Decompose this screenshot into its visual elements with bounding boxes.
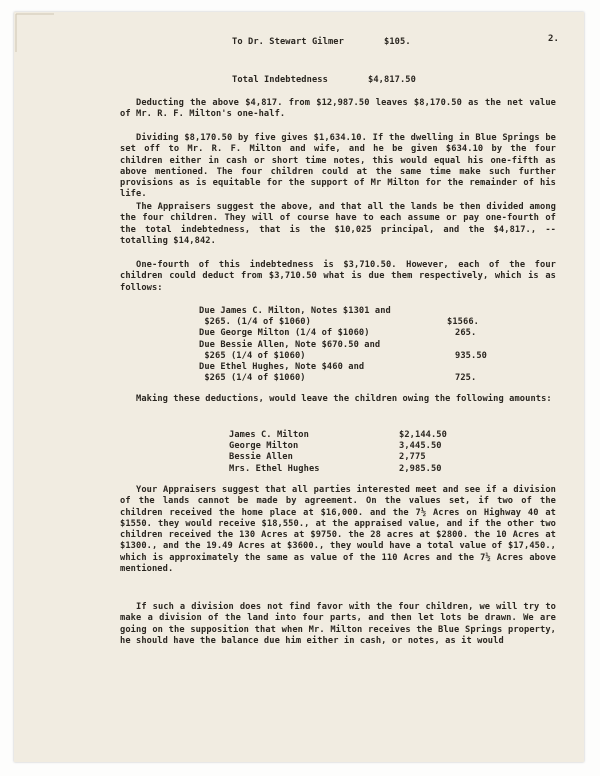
dues-line: Due George Milton (1/4 of $1060) [199,328,370,339]
dues-line: $265 (1/4 of $1060) [199,350,306,361]
paragraph-1: Deducting the above $4,817. from $12,987.50 leaves $8,170.50 as the net value of Mr. R. F. Milton's one-half. [120,98,556,120]
dues-line: $265 (1/4 of $1060) [199,373,306,384]
dues-line: Due James C. Milton, Notes $1301 and [199,306,391,316]
dues-line: $265. (1/4 of $1060) [199,317,311,328]
paragraph-3: The Appraisers suggest the above, and that all the lands be then divided among the four children. They will of course have to each assume or pay one-fourth of the total indebtedness, that is the $10,025 principal, and the $4,817., -- totalling $14,842. [120,202,556,246]
to-line-amount: $105. [384,37,411,47]
owing-row [229,441,529,452]
dues-row [199,328,499,339]
page-number: 2. [548,34,560,44]
owing-name: George Milton [229,441,299,452]
document-page [14,12,584,762]
dues-line: Due Bessie Allen, Note $670.50 and [199,339,381,350]
owing-row [229,452,529,463]
dues-amount: 265. [455,328,477,339]
paragraph-7: If such a division does not find favor with the four children, we will try to make a division of the land into four parts, and then let lots be drawn. We are going on the supposition that when Mr. Milton receives the Blue Springs property, he should have the balance due him either in cash, or notes, as it would [120,602,556,646]
paragraph-2: Dividing $8,170.50 by five gives $1,634.10. If the dwelling in Blue Springs be set off to Mr. R. F. Milton and wife, and he be given $634.10 by the four children either in cash or short time notes, this would equal his one-fifth as above mentioned. The four children could at the same time make such further provisions as is equitable for the support of Mr Milton for the remainder of his life. [120,133,556,200]
dues-row [199,340,499,351]
owing-amount: 3,445.50 [399,441,442,452]
dues-amount: 935.50 [455,350,487,361]
total-indebtedness-amount: $4,817.50 [368,75,416,85]
corner-fold-mark [14,12,74,72]
paragraph-6: Your Appraisers suggest that all parties interested meet and see if a division of the lands cannot be made by agreement. On the values set, if two of the children received the home place at $16,000. and the 7½ Acres on Highway 40 at $1550. they would receive $18,550., at the appraised value, and if the other two children received the 130 Acres at $9750. the 28 acres at $2800. the 10 Acres at $1300., and the 19.49 Acres at $3600., they would have a total value of $17,450., which is approximately the same as value of the 110 Acres and the 7½ Acres above mentioned. [120,485,556,575]
owing-name: Bessie Allen [229,452,293,463]
dues-table [199,306,499,384]
owing-amount: 2,775 [399,452,426,463]
total-indebtedness-label: Total Indebtedness [232,75,328,85]
owing-row [229,430,529,441]
dues-row [199,362,499,373]
dues-row [199,373,499,384]
dues-amount: 725. [455,373,477,384]
to-line-label: To Dr. Stewart Gilmer [232,37,344,47]
dues-line: Due Ethel Hughes, Note $460 and [199,361,365,372]
owing-table [229,430,529,475]
paragraph-5: Making these deductions, would leave the children owing the following amounts: [136,394,552,404]
owing-amount: 2,985.50 [399,463,442,474]
dues-row [199,306,499,317]
owing-amount: $2,144.50 [399,430,447,440]
owing-name: Mrs. Ethel Hughes [229,463,320,474]
owing-name: James C. Milton [229,430,309,440]
dues-row [199,351,499,362]
dues-row [199,317,499,328]
paragraph-4: One-fourth of this indebtedness is $3,710.50. However, each of the four children could deduct from $3,710.50 what is due them respectively, which is as follows: [120,260,556,293]
owing-row [229,464,529,475]
dues-amount: $1566. [447,317,479,328]
